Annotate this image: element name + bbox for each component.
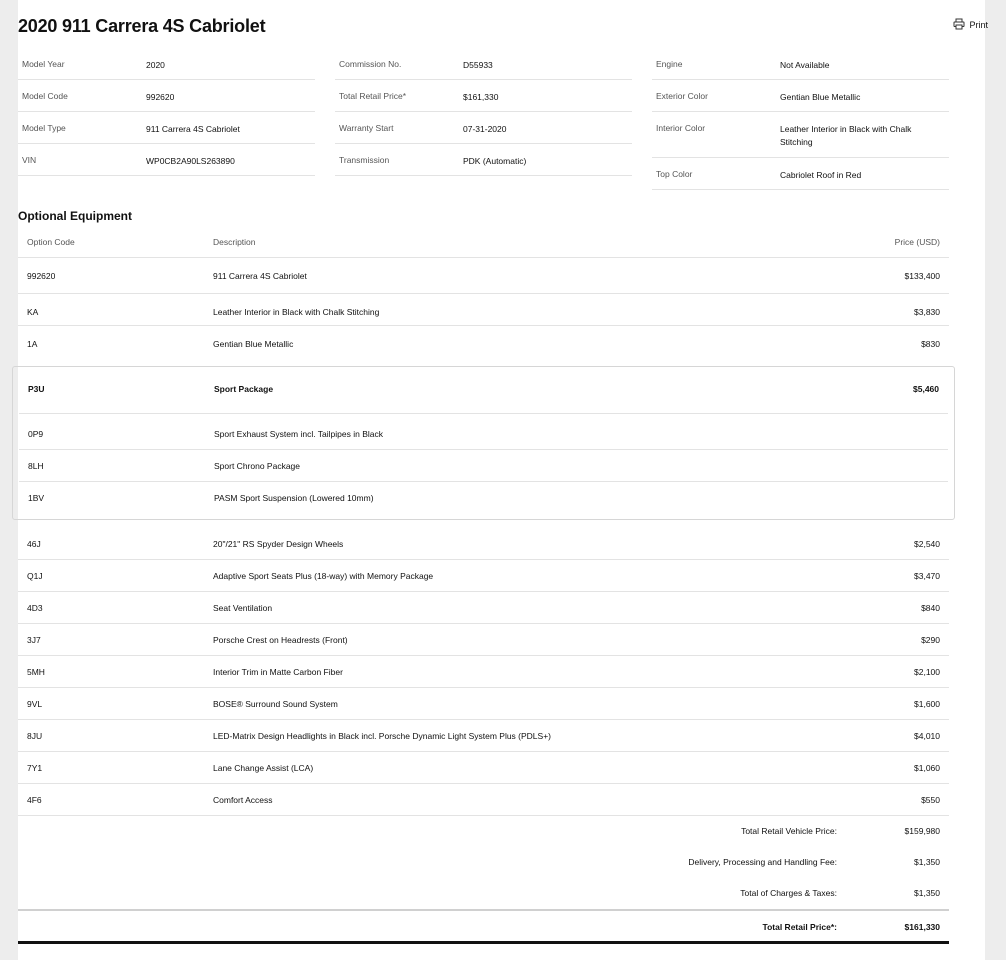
option-price: $830 — [921, 339, 940, 349]
table-row — [18, 720, 949, 752]
printer-icon — [953, 18, 965, 32]
specs-column-3 — [652, 48, 949, 190]
grand-total-value: $161,330 — [904, 922, 940, 932]
option-price: $2,540 — [914, 539, 940, 549]
option-code: 1A — [27, 339, 38, 349]
option-code: 1BV — [28, 493, 45, 503]
table-row — [18, 752, 949, 784]
spec-label: Interior Color — [656, 123, 706, 133]
option-description: BOSE® Surround Sound System — [213, 699, 338, 709]
option-price: $1,060 — [914, 763, 940, 773]
spec-value: 992620 — [146, 92, 175, 102]
option-description: Comfort Access — [213, 795, 273, 805]
table-row — [18, 560, 949, 592]
spec-label: Transmission — [339, 155, 390, 165]
spec-value: Cabriolet Roof in Red — [780, 170, 862, 180]
option-description: 911 Carrera 4S Cabriolet — [213, 271, 307, 281]
spec-value: $161,330 — [463, 92, 499, 102]
table-row — [18, 258, 949, 294]
package-price: $5,460 — [913, 384, 939, 394]
spec-row — [18, 48, 315, 80]
option-description: 20"/21" RS Spyder Design Wheels — [213, 539, 344, 549]
table-row — [18, 624, 949, 656]
option-description: Gentian Blue Metallic — [213, 339, 294, 349]
option-description: Sport Chrono Package — [214, 461, 300, 471]
option-description: Sport Exhaust System incl. Tailpipes in Black — [214, 429, 383, 439]
table-row — [18, 592, 949, 624]
print-label: Print — [969, 20, 988, 30]
package-item-row — [19, 482, 948, 513]
spec-value: D55933 — [463, 60, 493, 70]
package-item-row — [19, 450, 948, 482]
option-code: 0P9 — [28, 429, 44, 439]
spec-value: 07-31-2020 — [463, 124, 507, 134]
package-header-row — [19, 367, 948, 414]
option-code: 5MH — [27, 667, 45, 677]
option-code: 46J — [27, 539, 41, 549]
option-code: 9VL — [27, 699, 43, 709]
option-price: $2,100 — [914, 667, 940, 677]
spec-label: Warranty Start — [339, 123, 394, 133]
option-description: LED-Matrix Design Headlights in Black incl. Porsche Dynamic Light System Plus (PDLS+) — [213, 731, 551, 741]
option-description: Porsche Crest on Headrests (Front) — [213, 635, 348, 645]
option-description: Seat Ventilation — [213, 603, 273, 613]
total-label: Total Retail Vehicle Price: — [741, 826, 837, 836]
spec-value: 2020 — [146, 60, 165, 70]
spec-label: Engine — [656, 59, 683, 69]
spec-row — [18, 112, 315, 144]
spec-row — [18, 80, 315, 112]
option-code: Q1J — [27, 571, 43, 581]
table-row — [18, 784, 949, 816]
specs-column-1 — [18, 48, 315, 176]
optional-equipment-heading: Optional Equipment — [18, 209, 132, 223]
option-description: Leather Interior in Black with Chalk Stitching — [213, 307, 380, 317]
spec-label: Model Year — [22, 59, 65, 69]
option-price: $290 — [921, 635, 940, 645]
spec-row — [652, 48, 949, 80]
spec-value: 911 Carrera 4S Cabriolet — [146, 124, 240, 134]
option-code: 4D3 — [27, 603, 43, 613]
table-row — [18, 326, 949, 357]
option-code: KA — [27, 307, 39, 317]
specs-column-2 — [335, 48, 632, 176]
spec-label: VIN — [22, 155, 37, 165]
table-header — [18, 226, 949, 258]
print-button[interactable] — [953, 18, 988, 32]
spec-row — [18, 144, 315, 176]
table-row — [18, 688, 949, 720]
spec-row — [335, 144, 632, 176]
spec-label: Top Color — [656, 169, 693, 179]
option-code: 3J7 — [27, 635, 41, 645]
option-description: Lane Change Assist (LCA) — [213, 763, 314, 773]
total-value: $1,350 — [914, 888, 940, 898]
spec-row — [335, 48, 632, 80]
spec-row — [335, 112, 632, 144]
spec-value: PDK (Automatic) — [463, 156, 527, 166]
spec-label: Exterior Color — [656, 91, 708, 101]
totals-divider — [18, 909, 949, 911]
spec-row — [652, 158, 949, 190]
option-price: $3,830 — [914, 307, 940, 317]
option-price: $1,600 — [914, 699, 940, 709]
header-description: Description — [213, 237, 256, 247]
spec-row — [652, 112, 949, 158]
spec-row — [335, 80, 632, 112]
total-value: $159,980 — [904, 826, 940, 836]
option-price: $550 — [921, 795, 940, 805]
header-price: Price (USD) — [894, 237, 940, 247]
option-code: 992620 — [27, 271, 56, 281]
spec-label: Model Code — [22, 91, 68, 101]
spec-label: Model Type — [22, 123, 66, 133]
table-row — [18, 294, 949, 326]
option-code: 4F6 — [27, 795, 42, 805]
option-code: 8LH — [28, 461, 44, 471]
option-price: $133,400 — [904, 271, 940, 281]
table-row — [18, 656, 949, 688]
spec-value: Leather Interior in Black with Chalk Stitching — [780, 124, 912, 147]
option-code: 8JU — [27, 731, 43, 741]
grand-total-label: Total Retail Price*: — [762, 922, 837, 932]
spec-row — [652, 80, 949, 112]
spec-value: Not Available — [780, 60, 830, 70]
option-price: $4,010 — [914, 731, 940, 741]
total-label: Delivery, Processing and Handling Fee: — [688, 857, 837, 867]
spec-value: WP0CB2A90LS263890 — [146, 156, 235, 166]
total-value: $1,350 — [914, 857, 940, 867]
option-price: $3,470 — [914, 571, 940, 581]
spec-label: Total Retail Price* — [339, 91, 407, 101]
option-description: Interior Trim in Matte Carbon Fiber — [213, 667, 343, 677]
total-label: Total of Charges & Taxes: — [740, 888, 837, 898]
option-code: 7Y1 — [27, 763, 43, 773]
spec-label: Commission No. — [339, 59, 402, 69]
option-price: $840 — [921, 603, 940, 613]
package-description: Sport Package — [214, 384, 274, 394]
header-option-code: Option Code — [27, 237, 75, 247]
spec-value: Gentian Blue Metallic — [780, 92, 861, 102]
grand-total-divider — [18, 941, 949, 944]
page-title: 2020 911 Carrera 4S Cabriolet — [18, 16, 266, 36]
option-description: PASM Sport Suspension (Lowered 10mm) — [214, 493, 374, 503]
table-row — [18, 528, 949, 560]
package-code: P3U — [28, 384, 45, 394]
sport-package-group — [12, 366, 955, 520]
option-description: Adaptive Sport Seats Plus (18-way) with Memory Package — [213, 571, 434, 581]
package-item-row — [19, 414, 948, 450]
